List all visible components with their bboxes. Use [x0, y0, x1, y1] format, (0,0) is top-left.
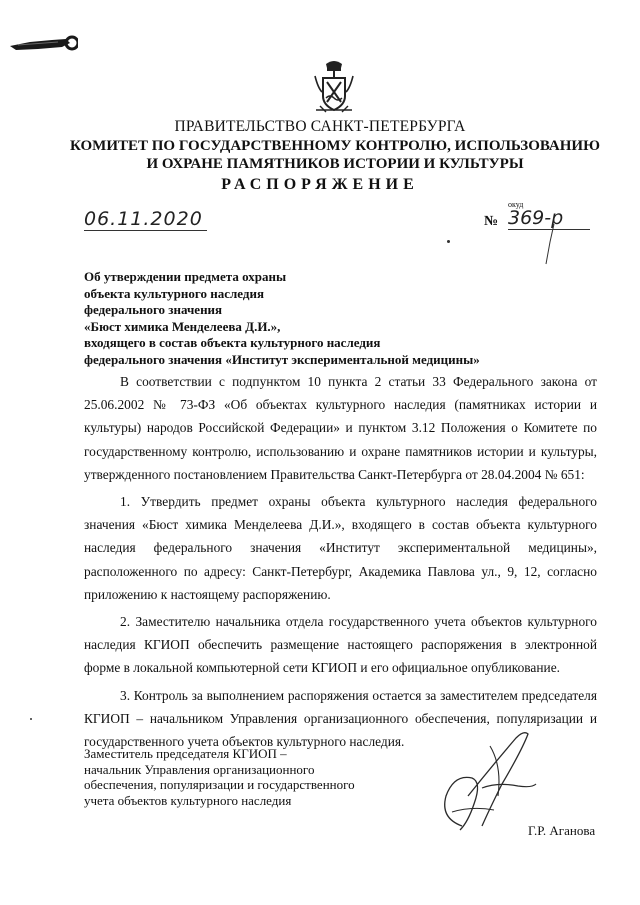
- subject-line: «Бюст химика Менделеева Д.И.»,: [84, 318, 281, 334]
- document-type: РАСПОРЯЖЕНИЕ: [221, 176, 419, 193]
- subject-line: федерального значения: [84, 302, 223, 318]
- signer-title-line: Заместитель председателя КГИОП –: [84, 746, 287, 761]
- handwritten-signature: [432, 726, 542, 834]
- handwritten-stroke: [540, 222, 560, 267]
- signer-title-line: учета объектов культурного наследия: [84, 792, 292, 808]
- committee-name: [70, 137, 600, 173]
- number-label: №: [484, 214, 499, 229]
- signer-title-line: начальник Управления организационного: [84, 761, 315, 777]
- signer-title-line: обеспечения, популяризации и государственного: [84, 777, 355, 793]
- document-body: [84, 370, 597, 757]
- signer-name: Г.Р. Аганова: [528, 823, 596, 838]
- subject-line: объекта культурного наследия: [84, 285, 264, 301]
- clause-paragraph: 1. Утвердить предмет охраны объекта культурного наследия федерального значения «Бюст химика Менделеева Д.И.», входящего в состав объекта культурного наследия федерального значения «Институт экспериментальной медицины», расположенного по адресу: Санкт-Петербург, Академика Павлова ул., 9, 12, согласно приложению к настоящему распоряжению.: [84, 494, 597, 602]
- clause-paragraph: 2. Заместителю начальника отдела государственного учета объектов культурного наследия КГИОП обеспечить размещение настоящего распоряжения в электронной форме в локальной компьютерной сети КГИОП и его официальное опубликование.: [84, 614, 597, 676]
- committee-line-2: И ОХРАНЕ ПАМЯТНИКОВ ИСТОРИИ И КУЛЬТУРЫ: [146, 156, 524, 172]
- signer-title: [84, 746, 384, 808]
- committee-line-1: КОМИТЕТ ПО ГОСУДАРСТВЕННОМУ КОНТРОЛЮ, ИСПОЛЬЗОВАНИЮ: [70, 138, 600, 154]
- subject-line: федерального значения «Институт экспериментальной медицины»: [84, 351, 480, 367]
- clause-paragraph: 3. Контроль за выполнением распоряжения остается за заместителем председателя КГИОП – начальником Управления организационного обеспечения, популяризации и государственного учета объектов культурного наследия.: [84, 687, 597, 750]
- document-subject: [84, 269, 504, 369]
- subject-line: входящего в состав объекта культурного наследия: [84, 335, 381, 351]
- ink-dot: [30, 718, 32, 720]
- okud-label: окуд: [508, 200, 524, 209]
- ink-dot: [447, 240, 450, 243]
- document-date: 06.11.2020: [84, 208, 207, 231]
- preamble-paragraph: В соответствии с подпунктом 10 пункта 2 статьи 33 Федерального закона от 25.06.2002 № 73-ФЗ «Об объектах культурного наследия (памятниках истории и культуры) народов Российской Федерации» и пунктом 3.12 Положения о Комитете по государственному контролю, использованию и охране памятников истории и культуры, утвержденного постановлением Правительства Санкт-Петербурга от 28.04.2004 № 651:: [84, 374, 597, 482]
- subject-line: Об утверждении предмета охраны: [84, 269, 287, 284]
- saint-petersburg-coat-of-arms-icon: [312, 58, 356, 114]
- document-number: 369-р: [508, 207, 590, 230]
- scan-stamp-mark: [8, 34, 78, 54]
- government-name: ПРАВИТЕЛЬСТВО САНКТ-ПЕТЕРБУРГА: [174, 118, 466, 135]
